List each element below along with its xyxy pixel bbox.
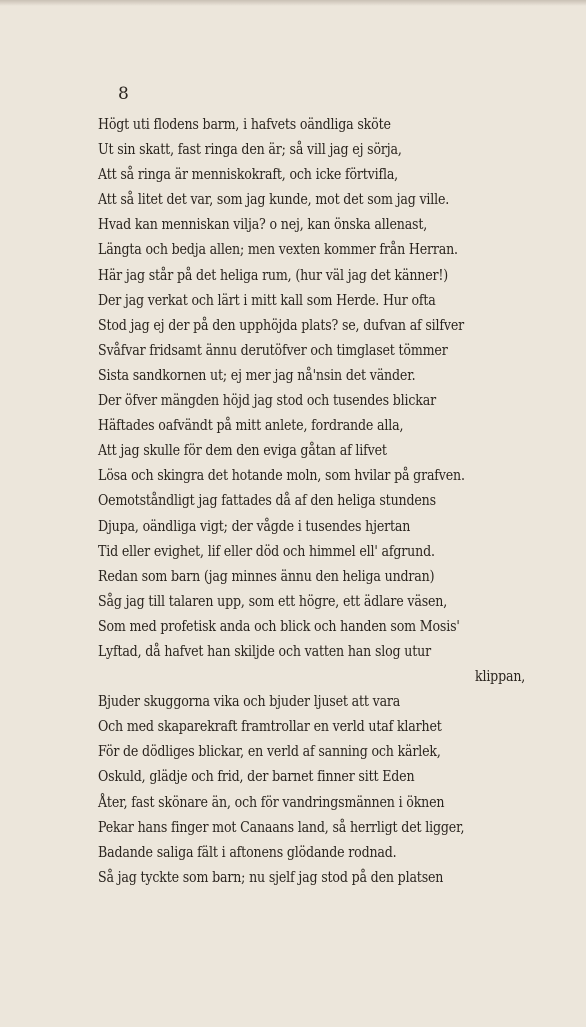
text-line: Svåfvar fridsamt ännu derutöfver och timglaset tömmer (98, 340, 448, 359)
text-line: Åter, fast skönare än, och för vandringsmännen i öknen (98, 792, 445, 811)
text-line: Högt uti flodens barm, i hafvets oändliga sköte (98, 115, 391, 133)
text-line: Stod jag ej der på den upphöjda plats? se, dufvan af silfver (98, 315, 465, 334)
text-line: Der jag verkat och lärt i mitt kall som Herde. Hur ofta (98, 290, 436, 309)
poem-text (98, 112, 560, 890)
text-line: Redan som barn (jag minnes ännu den heliga undran) (98, 566, 435, 585)
page-number: 8 (118, 84, 129, 104)
text-line: Lösa och skingra det hotande moln, som hvilar på grafven. (98, 466, 465, 485)
text-line: Här jag står på det heliga rum, (hur väl jag det känner!) (98, 265, 449, 284)
text-line: För de dödliges blickar, en verld af sanning och kärlek, (98, 742, 441, 761)
text-line: Och med skaparekraft framtrollar en verld utaf klarhet (98, 717, 442, 736)
text-line: Djupa, oändliga vigt; der vågde i tusendes hjertan (98, 516, 411, 535)
text-line: Pekar hans finger mot Canaans land, så herrligt det ligger, (98, 817, 465, 836)
text-line: Så jag tyckte som barn; nu sjelf jag stod på den platsen (98, 867, 444, 886)
text-line: Att så ringa är menniskokraft, och icke förtvifla, (98, 165, 399, 184)
text-line: Oemotståndligt jag fattades då af den heliga stundens (98, 491, 436, 510)
text-line: Badande saliga fält i aftonens glödande rodnad. (98, 842, 397, 861)
text-line: Såg jag till talaren upp, som ett högre, ett ädlare väsen, (98, 591, 448, 610)
text-line: Oskuld, glädje och frid, der barnet finner sitt Eden (98, 767, 415, 786)
text-line: Bjuder skuggorna vika och bjuder ljuset att vara (98, 692, 401, 711)
text-line: Att så litet det var, som jag kunde, mot det som jag ville. (98, 190, 450, 209)
text-line: Der öfver mängden höjd jag stod och tusendes blickar (98, 391, 436, 410)
text-line: Ut sin skatt, fast ringa den är; så vill jag ej sörja, (98, 140, 402, 159)
text-line-continuation: klippan, (474, 667, 526, 686)
text-line: Sista sandkornen ut; ej mer jag nå'nsin det vänder. (98, 365, 416, 384)
text-line: Längta och bedja allen; men vexten kommer från Herran. (98, 240, 458, 259)
text-line: Häftades oafvändt på mitt anlete, fordrande alla, (98, 416, 404, 435)
text-line: Att jag skulle för dem den eviga gåtan af lifvet (98, 441, 387, 460)
text-line: Hvad kan menniskan vilja? o nej, kan önska allenast, (98, 215, 428, 234)
text-line: Tid eller evighet, lif eller död och himmel ell' afgrund. (98, 541, 435, 560)
text-line: Som med profetisk anda och blick och handen som Mosis' (98, 616, 460, 635)
text-line: Lyftad, då hafvet han skiljde och vatten han slog utur (98, 641, 431, 660)
